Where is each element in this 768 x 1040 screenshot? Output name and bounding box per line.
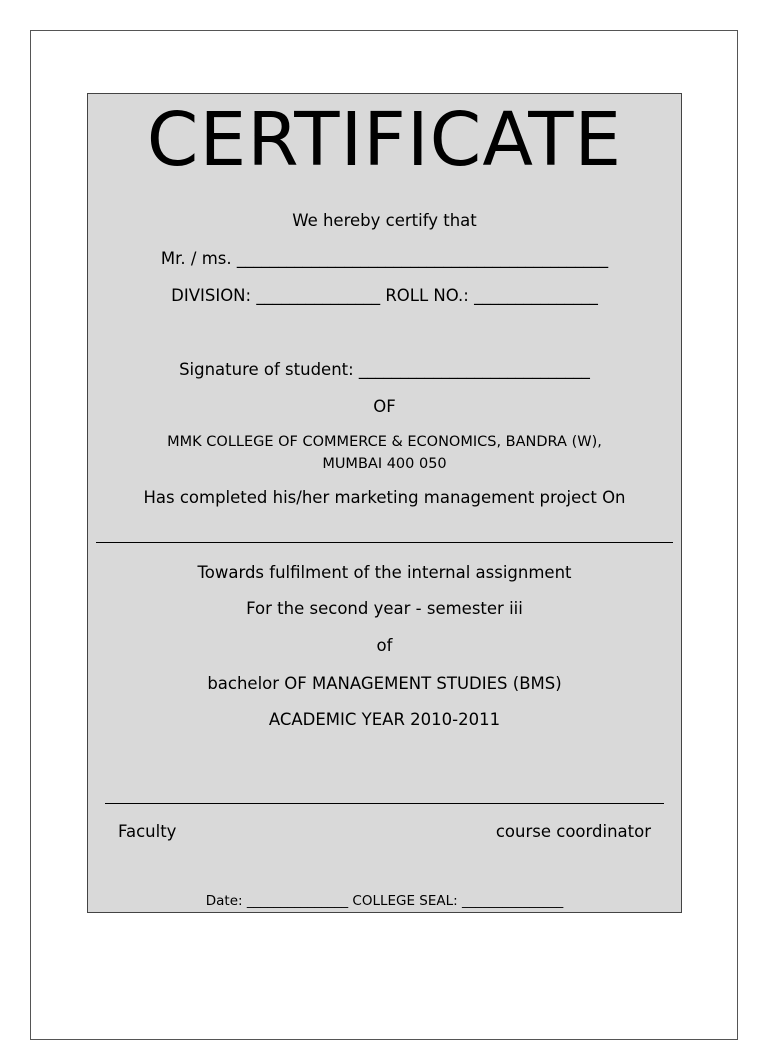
of-upper: OF	[373, 397, 396, 416]
certificate-panel	[87, 93, 682, 913]
name-line: Mr. / ms. _____________________________________________	[160, 249, 609, 268]
date-seal-line: Date: _______________ COLLEGE SEAL: _______________	[205, 893, 564, 909]
signatures-rule	[105, 803, 664, 804]
division-roll-line: DIVISION: _______________ ROLL NO.: _______________	[171, 286, 598, 305]
college-line-1: MMK COLLEGE OF COMMERCE & ECONOMICS, BANDRA (W),	[167, 434, 602, 450]
towards-line: Towards fulfilment of the internal assignment	[197, 563, 572, 582]
student-signature-line: Signature of student: ____________________________	[179, 360, 590, 379]
course-coordinator-label: course coordinator	[495, 822, 651, 841]
faculty-label: Faculty	[118, 822, 177, 841]
degree-line: bachelor OF MANAGEMENT STUDIES (BMS)	[207, 674, 562, 693]
of-lower: of	[376, 636, 393, 655]
certificate-title: CERTIFICATE	[146, 97, 623, 183]
year-line: For the second year - semester iii	[246, 599, 523, 618]
academic-year-line: ACADEMIC YEAR 2010-2011	[268, 710, 501, 729]
certify-line: We hereby certify that	[292, 211, 477, 230]
project-title-rule	[96, 542, 673, 543]
completed-line: Has completed his/her marketing management project On	[143, 488, 626, 507]
college-line-2: MUMBAI 400 050	[322, 456, 447, 472]
